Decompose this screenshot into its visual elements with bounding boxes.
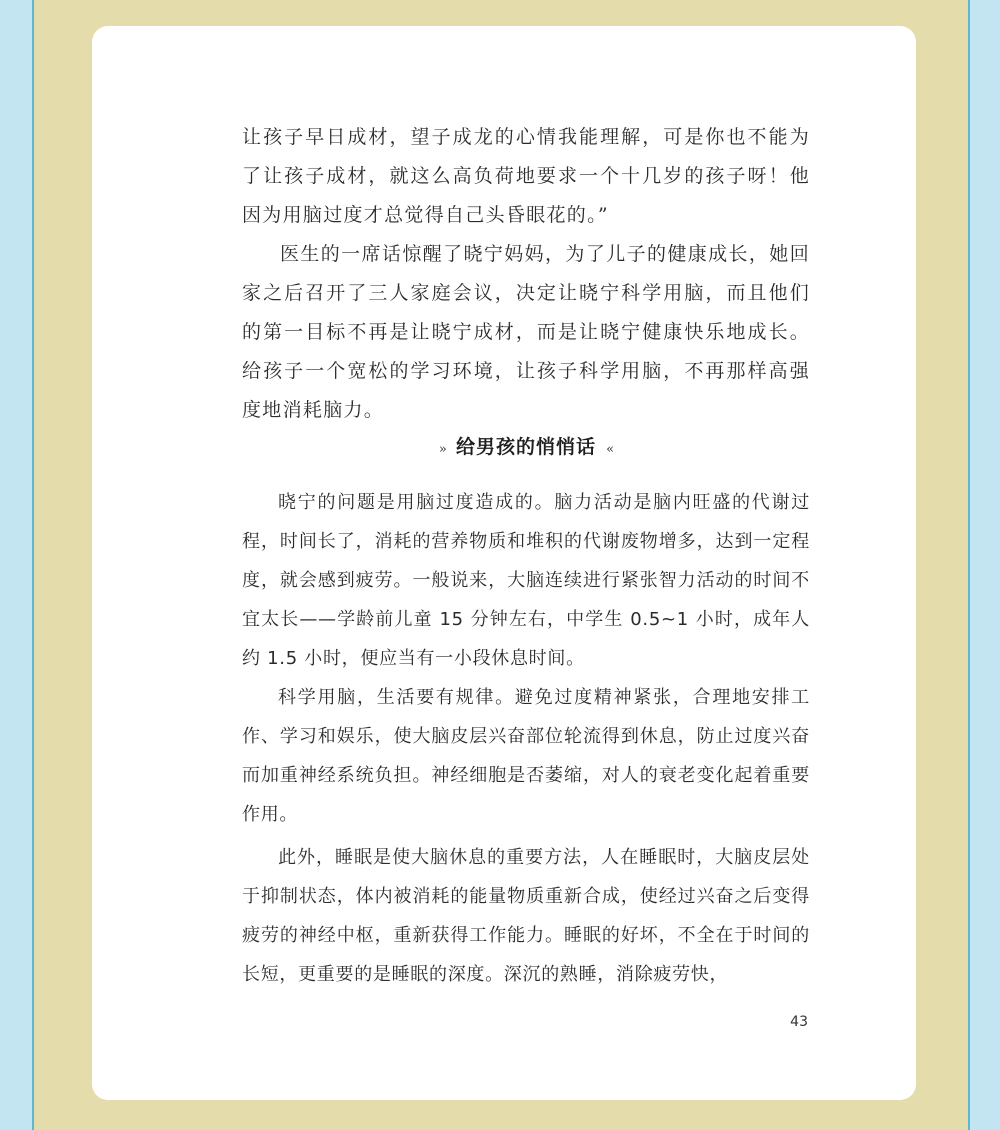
letter-paragraph: 医生的一席话惊醒了晓宁妈妈，为了儿子的健康成长，她回家之后召开了三人家庭会议，决定让晓宁科学用脑，而且他们的第一目标不再是让晓宁成材，而是让晓宁健康快乐地成长。给孩子一个宽松的学习环境，让孩子科学用脑，不再那样高强度地消耗脑力。 xyxy=(242,243,810,421)
advice-section xyxy=(242,483,810,994)
right-frame-line xyxy=(968,0,970,1130)
advice-paragraph: 晓宁的问题是用脑过度造成的。脑力活动是脑内旺盛的代谢过程，时间长了，消耗的营养物质和堆积的代谢废物增多，达到一定程度，就会感到疲劳。一般说来，大脑连续进行紧张智力活动的时间不宜太长——学龄前儿童 15 分钟左右，中学生 0.5~1 小时，成年人约 1.5 小时，便应当有一小段休息时间。 xyxy=(242,492,810,669)
book-page xyxy=(92,26,916,1100)
section-heading xyxy=(242,432,810,459)
letter-section xyxy=(242,118,810,430)
advice-paragraph: 此外，睡眠是使大脑休息的重要方法，人在睡眠时，大脑皮层处于抑制状态，体内被消耗的能量物质重新合成，使经过兴奋之后变得疲劳的神经中枢，重新获得工作能力。睡眠的好坏，不全在于时间的长短，更重要的是睡眠的深度。深沉的熟睡，消除疲劳快， xyxy=(242,847,810,985)
advice-paragraph: 科学用脑，生活要有规律。避免过度精神紧张，合理地安排工作、学习和娱乐，使大脑皮层兴奋部位轮流得到休息，防止过度兴奋而加重神经系统负担。神经细胞是否萎缩，对人的衰老变化起着重要作用。 xyxy=(242,687,810,825)
left-marker-icon: » xyxy=(438,442,446,457)
right-marker-icon: « xyxy=(606,442,614,457)
page-number: 43 xyxy=(790,1014,808,1030)
letter-paragraph: 让孩子早日成材，望子成龙的心情我能理解，可是你也不能为了让孩子成材，就这么高负荷地要求一个十几岁的孩子呀！他因为用脑过度才总觉得自己头昏眼花的。” xyxy=(242,126,810,226)
section-title: 给男孩的悄悄话 xyxy=(455,436,596,458)
